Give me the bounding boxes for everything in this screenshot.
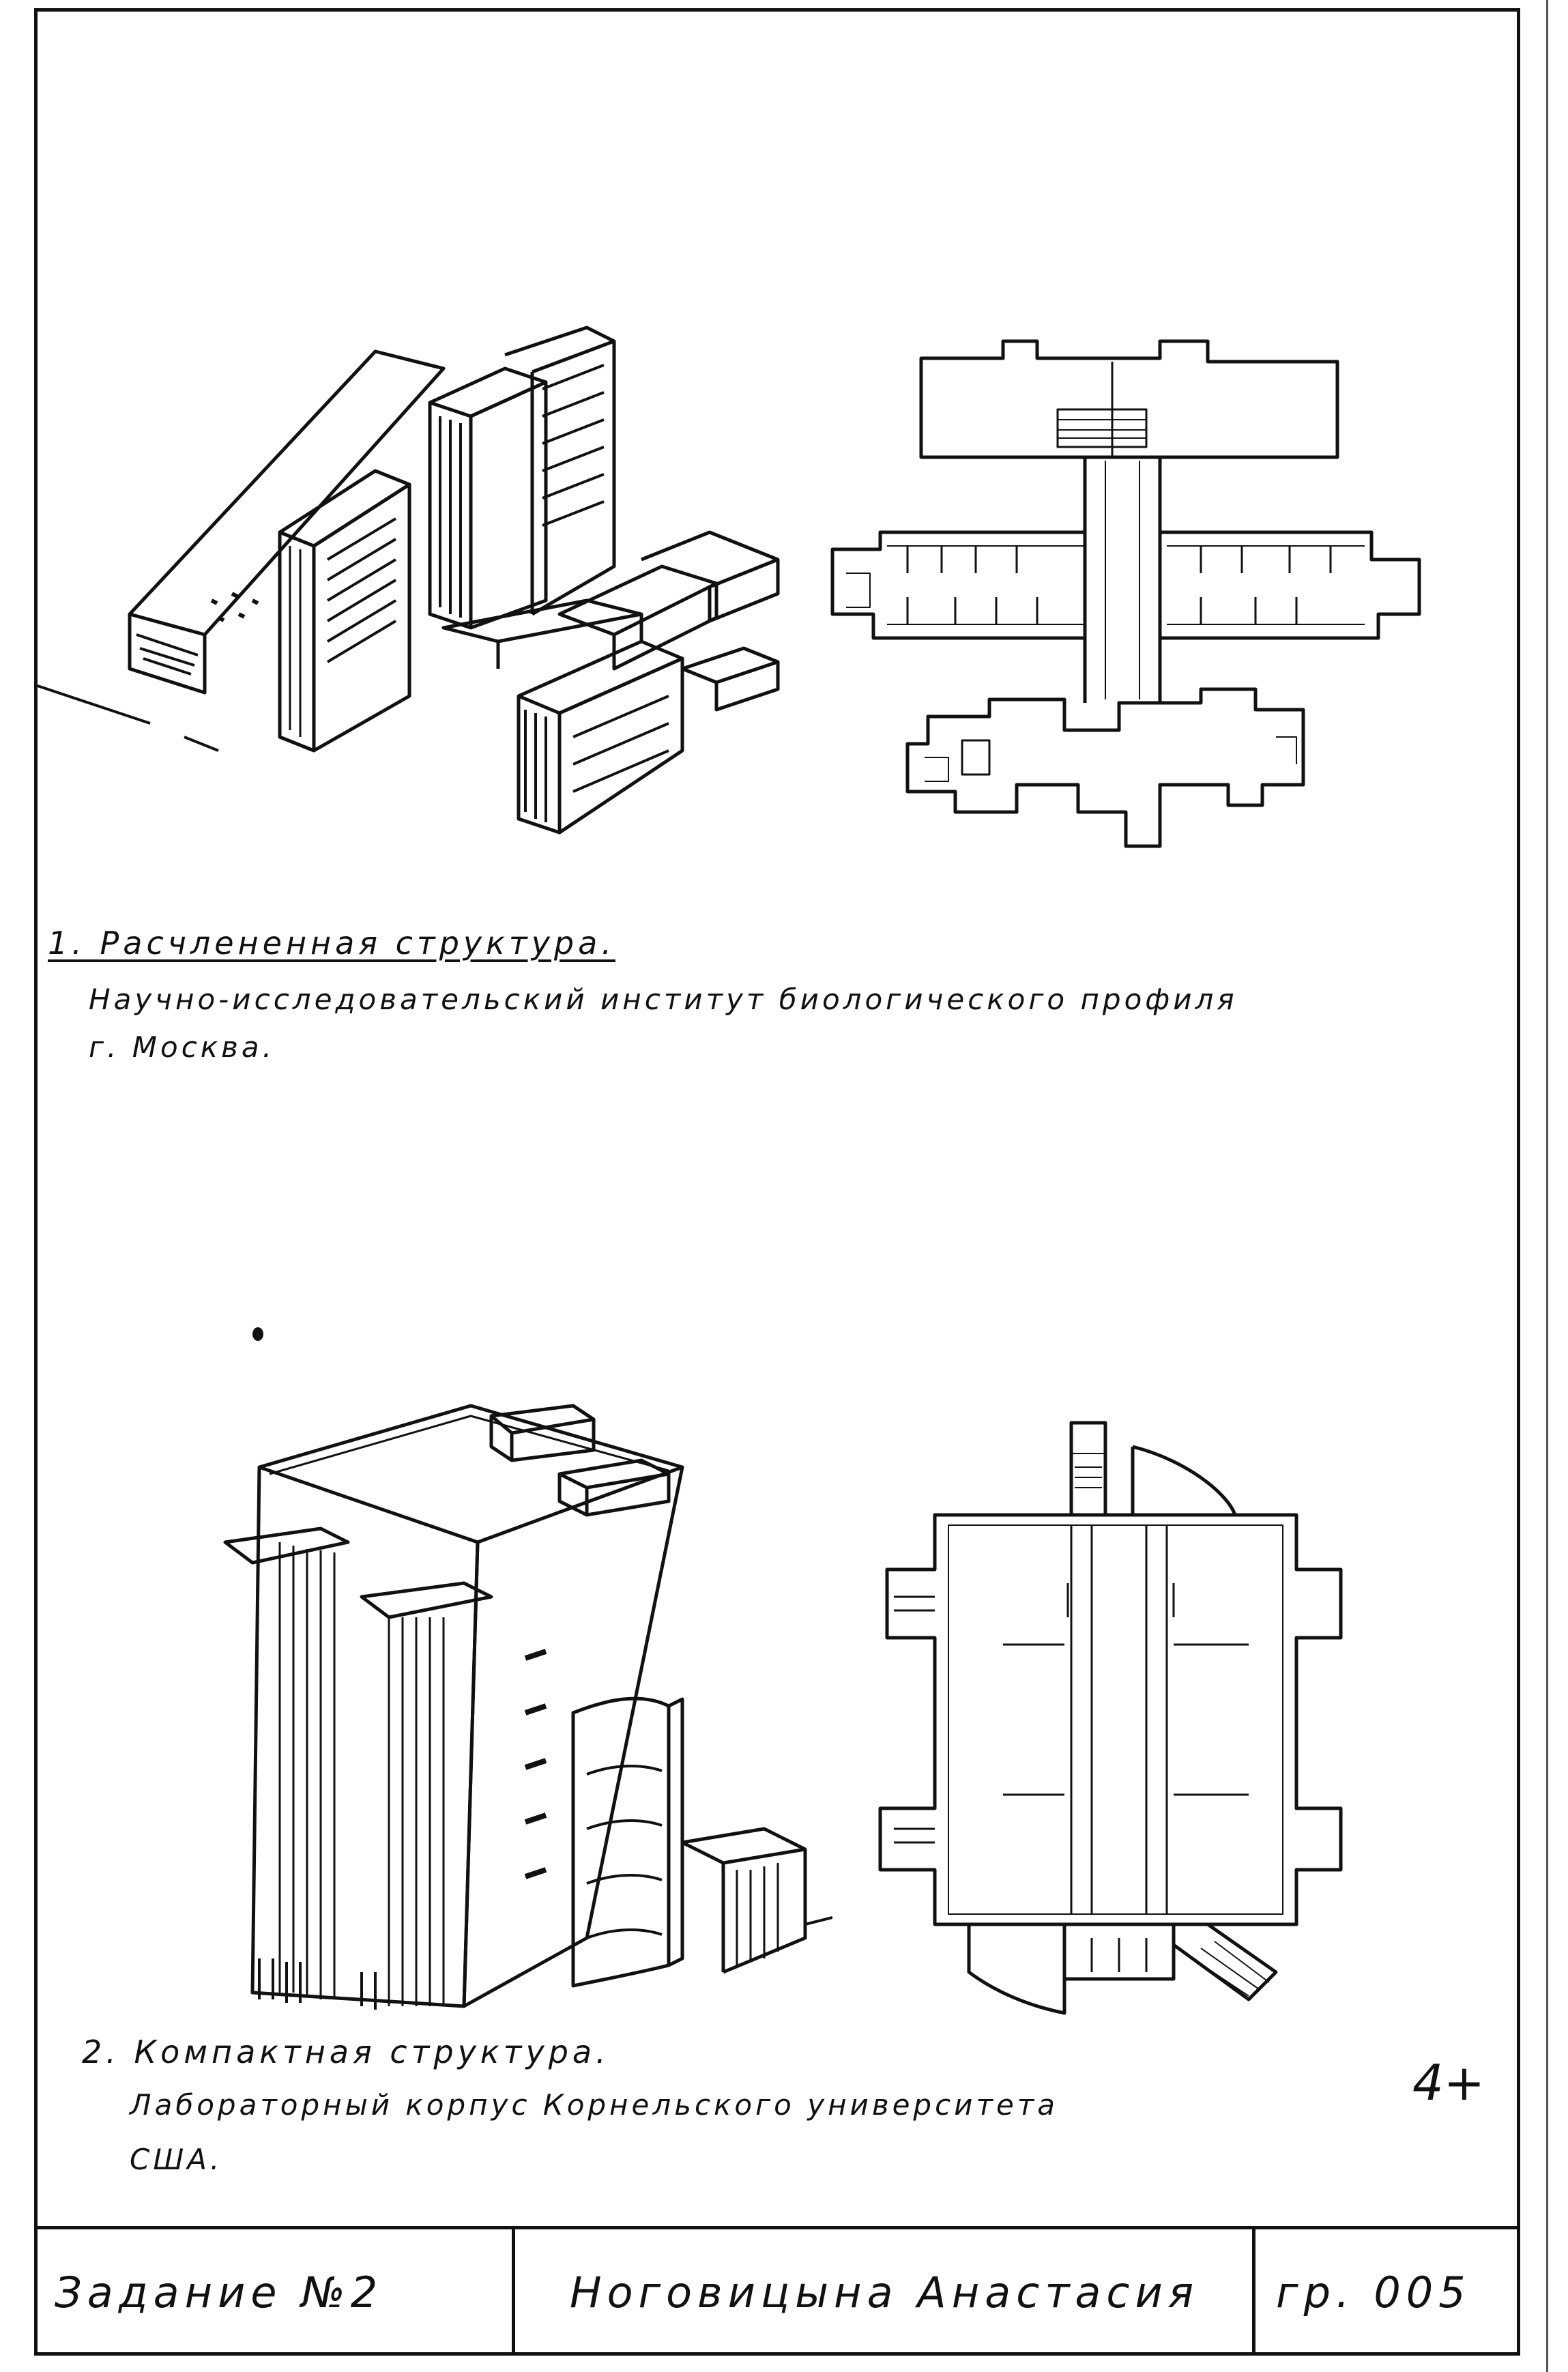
group-number: гр. 005 [1276,2268,1471,2317]
paper-edge [1546,0,1548,2372]
section2-location: США. [130,2143,223,2176]
author-name: Ноговицына Анастасия [570,2268,1200,2317]
section1-description: Научно-исследовательский институт биологического профиля [89,983,1238,1016]
section1-floor-plan [819,321,1433,880]
section2-heading: 2. Компактная структура. [82,2034,610,2070]
ink-blot [252,1327,263,1341]
section2-description: Лабораторный корпус Корнельского университета [130,2088,1058,2122]
section1-location: г. Москва. [89,1030,276,1064]
title-block [34,2226,1520,2356]
section1-heading: 1. Расчлененная структура. [48,925,615,961]
section2-floor-plan [867,1413,1358,2020]
section2-axonometric-sketch [205,1392,832,2034]
assignment-number: Задание №2 [55,2268,383,2317]
section1-axonometric-sketch [27,314,798,846]
grade-mark: 4+ [1412,2054,1485,2111]
